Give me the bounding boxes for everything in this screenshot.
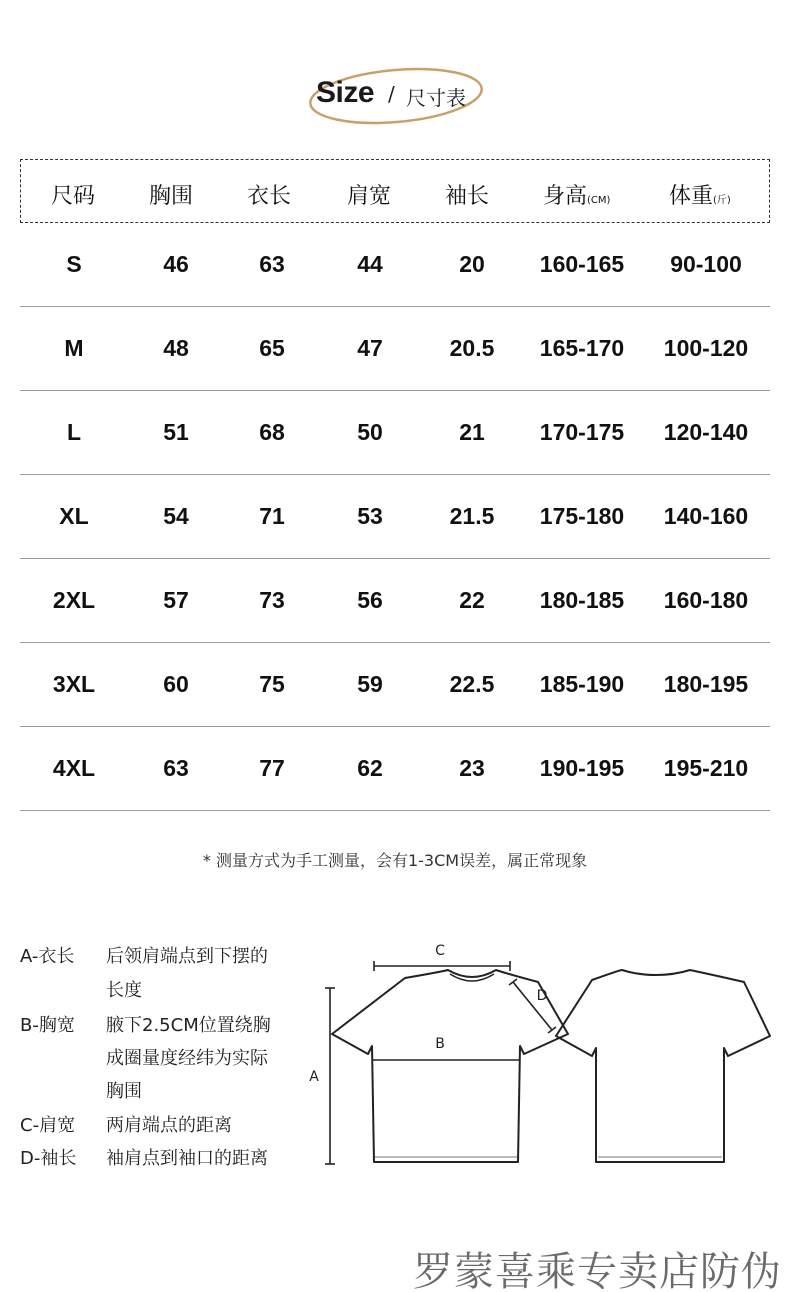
back-shirt-outline bbox=[556, 970, 770, 1162]
cell-chest: 46 bbox=[163, 251, 189, 277]
cell-length: 77 bbox=[259, 755, 285, 781]
legend-b-label: B-胸宽 bbox=[20, 1015, 75, 1036]
cell-shoulder: 50 bbox=[357, 419, 383, 445]
header-chest: 胸围 bbox=[149, 184, 194, 209]
table-row bbox=[20, 223, 770, 307]
header-sleeve: 袖长 bbox=[445, 184, 490, 209]
header-shoulder: 肩宽 bbox=[347, 184, 392, 209]
header-weight-unit: (斤) bbox=[713, 195, 731, 206]
header-length: 衣长 bbox=[247, 184, 292, 209]
header-size: 尺码 bbox=[51, 184, 96, 209]
legend-c-line1: 两肩端点的距离 bbox=[106, 1115, 232, 1136]
cell-chest: 54 bbox=[163, 503, 189, 529]
legend-a-line1: 后领肩端点到下摆的 bbox=[106, 946, 268, 967]
cell-weight: 120-140 bbox=[663, 419, 749, 445]
cell-size: M bbox=[64, 335, 84, 361]
tshirt-measurement-diagram bbox=[300, 930, 780, 1180]
cell-shoulder: 53 bbox=[357, 503, 383, 529]
legend-c-label: C-肩宽 bbox=[20, 1115, 76, 1136]
cell-size: 4XL bbox=[52, 755, 96, 781]
cell-size: XL bbox=[59, 503, 89, 529]
cell-height: 165-170 bbox=[539, 335, 625, 361]
sleeve-measure-tick-bottom bbox=[548, 1027, 556, 1033]
cell-shoulder: 44 bbox=[357, 251, 383, 277]
table-row bbox=[20, 559, 770, 643]
label-d: D bbox=[536, 988, 548, 1004]
cell-size: 3XL bbox=[52, 671, 96, 697]
cell-weight: 90-100 bbox=[670, 251, 742, 277]
table-header bbox=[20, 159, 770, 223]
legend-b-line1: 腋下2.5CM位置绕胸 bbox=[106, 1015, 271, 1036]
front-shirt-outline bbox=[332, 970, 568, 1162]
cell-length: 71 bbox=[259, 503, 285, 529]
title-size-text: Size bbox=[316, 76, 375, 109]
cell-weight: 140-160 bbox=[663, 503, 749, 529]
cell-sleeve: 22.5 bbox=[449, 671, 495, 697]
cell-height: 180-185 bbox=[539, 587, 625, 613]
title-slash: / bbox=[388, 82, 395, 106]
cell-weight: 195-210 bbox=[663, 755, 749, 781]
watermark: 罗蒙喜乘专卖店防伪 bbox=[413, 1249, 782, 1292]
header-weight bbox=[669, 179, 731, 210]
header-height-unit: (CM) bbox=[587, 195, 611, 206]
cell-sleeve: 23 bbox=[459, 755, 485, 781]
legend-b-line2: 成圈量度经纬为实际 bbox=[106, 1048, 268, 1069]
header-height bbox=[543, 179, 610, 210]
cell-shoulder: 47 bbox=[357, 335, 383, 361]
legend-a-label: A-衣长 bbox=[20, 946, 75, 967]
cell-chest: 51 bbox=[163, 419, 189, 445]
table-row bbox=[20, 307, 770, 391]
cell-length: 73 bbox=[259, 587, 285, 613]
measurement-note: * 测量方式为手工测量，会有1-3CM误差，属正常现象 bbox=[202, 851, 588, 870]
cell-chest: 48 bbox=[163, 335, 189, 361]
cell-chest: 57 bbox=[163, 587, 189, 613]
cell-sleeve: 21 bbox=[459, 419, 485, 445]
cell-height: 175-180 bbox=[539, 503, 625, 529]
legend-a-line2: 长度 bbox=[106, 980, 142, 1001]
legend-d-line1: 袖肩点到袖口的距离 bbox=[106, 1148, 268, 1169]
cell-sleeve: 20 bbox=[459, 251, 485, 277]
cell-weight: 100-120 bbox=[663, 335, 749, 361]
header-weight-label: 体重 bbox=[669, 184, 714, 209]
title-chinese: 尺寸表 bbox=[406, 86, 466, 110]
cell-height: 185-190 bbox=[539, 671, 625, 697]
label-b: B bbox=[435, 1036, 445, 1052]
cell-height: 170-175 bbox=[539, 419, 625, 445]
cell-shoulder: 62 bbox=[357, 755, 383, 781]
sleeve-measure-tick-top bbox=[509, 979, 517, 985]
cell-length: 68 bbox=[259, 419, 285, 445]
cell-sleeve: 20.5 bbox=[449, 335, 495, 361]
cell-weight: 180-195 bbox=[663, 671, 749, 697]
header-height-label: 身高 bbox=[543, 184, 588, 209]
cell-sleeve: 22 bbox=[459, 587, 485, 613]
table-row bbox=[20, 391, 770, 475]
legend-d-label: D-袖长 bbox=[20, 1148, 77, 1169]
size-title bbox=[300, 62, 490, 128]
cell-size: S bbox=[66, 251, 82, 277]
table-row bbox=[20, 475, 770, 559]
cell-chest: 63 bbox=[163, 755, 189, 781]
label-c: C bbox=[435, 943, 445, 959]
table-row bbox=[20, 643, 770, 727]
cell-sleeve: 21.5 bbox=[449, 503, 495, 529]
cell-length: 65 bbox=[259, 335, 285, 361]
cell-chest: 60 bbox=[163, 671, 189, 697]
cell-shoulder: 59 bbox=[357, 671, 383, 697]
cell-weight: 160-180 bbox=[663, 587, 749, 613]
cell-shoulder: 56 bbox=[357, 587, 383, 613]
legend-b-line3: 胸围 bbox=[106, 1081, 142, 1102]
cell-height: 190-195 bbox=[539, 755, 625, 781]
table-row bbox=[20, 727, 770, 811]
cell-size: 2XL bbox=[52, 587, 96, 613]
label-a: A bbox=[309, 1069, 319, 1085]
cell-height: 160-165 bbox=[539, 251, 625, 277]
cell-length: 75 bbox=[259, 671, 285, 697]
cell-length: 63 bbox=[259, 251, 285, 277]
cell-size: L bbox=[66, 419, 82, 445]
